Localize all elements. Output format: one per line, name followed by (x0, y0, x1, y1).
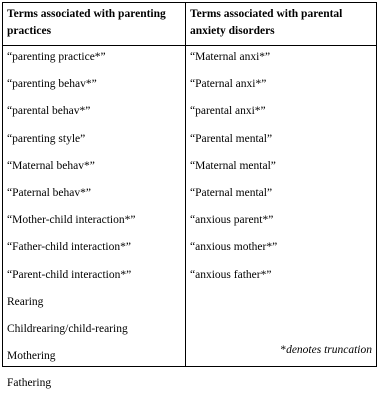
list-item: “Maternal mental” (190, 159, 276, 172)
list-item: “parenting behav*” (7, 78, 97, 91)
list-item: “parental anxi*” (190, 105, 266, 118)
list-item: “parenting style” (7, 132, 86, 145)
truncation-note (280, 342, 372, 359)
list-item: Mothering (7, 350, 56, 363)
list-item: “anxious father*” (190, 268, 272, 281)
header-parental-anxiety: Terms associated with parental anxiety disorders (190, 8, 343, 37)
list-item: “parental behav*” (7, 105, 91, 118)
truncation-symbol: * (280, 344, 287, 356)
list-item: “Paternal anxi*” (190, 78, 267, 91)
list-item: Childrearing/child-rearing (7, 322, 128, 335)
list-item: “Paternal mental” (190, 186, 273, 199)
search-terms-table (2, 2, 377, 390)
list-item: Rearing (7, 295, 44, 308)
list-item: “Parental mental” (190, 132, 273, 145)
anxiety-terms-list (190, 49, 277, 294)
list-item: “Maternal anxi*” (190, 51, 271, 63)
list-item: “parenting practice*” (7, 51, 106, 63)
list-item: “Maternal behav*” (7, 159, 95, 172)
truncation-note-text: denotes truncation (286, 344, 372, 356)
list-item: “Father-child interaction*” (7, 241, 131, 254)
list-item: “Mother-child interaction*” (7, 214, 136, 227)
list-item: Fathering (7, 377, 52, 390)
column-divider (185, 3, 186, 366)
list-item: “anxious mother*” (190, 241, 278, 254)
list-item: “Parent-child interaction*” (7, 268, 132, 281)
header-divider (3, 45, 376, 46)
parenting-terms-list (7, 49, 135, 402)
header-parenting-practices: Terms associated with parenting practices (7, 8, 166, 37)
list-item: “anxious parent*” (190, 214, 274, 227)
list-item: “Paternal behav*” (7, 186, 91, 199)
